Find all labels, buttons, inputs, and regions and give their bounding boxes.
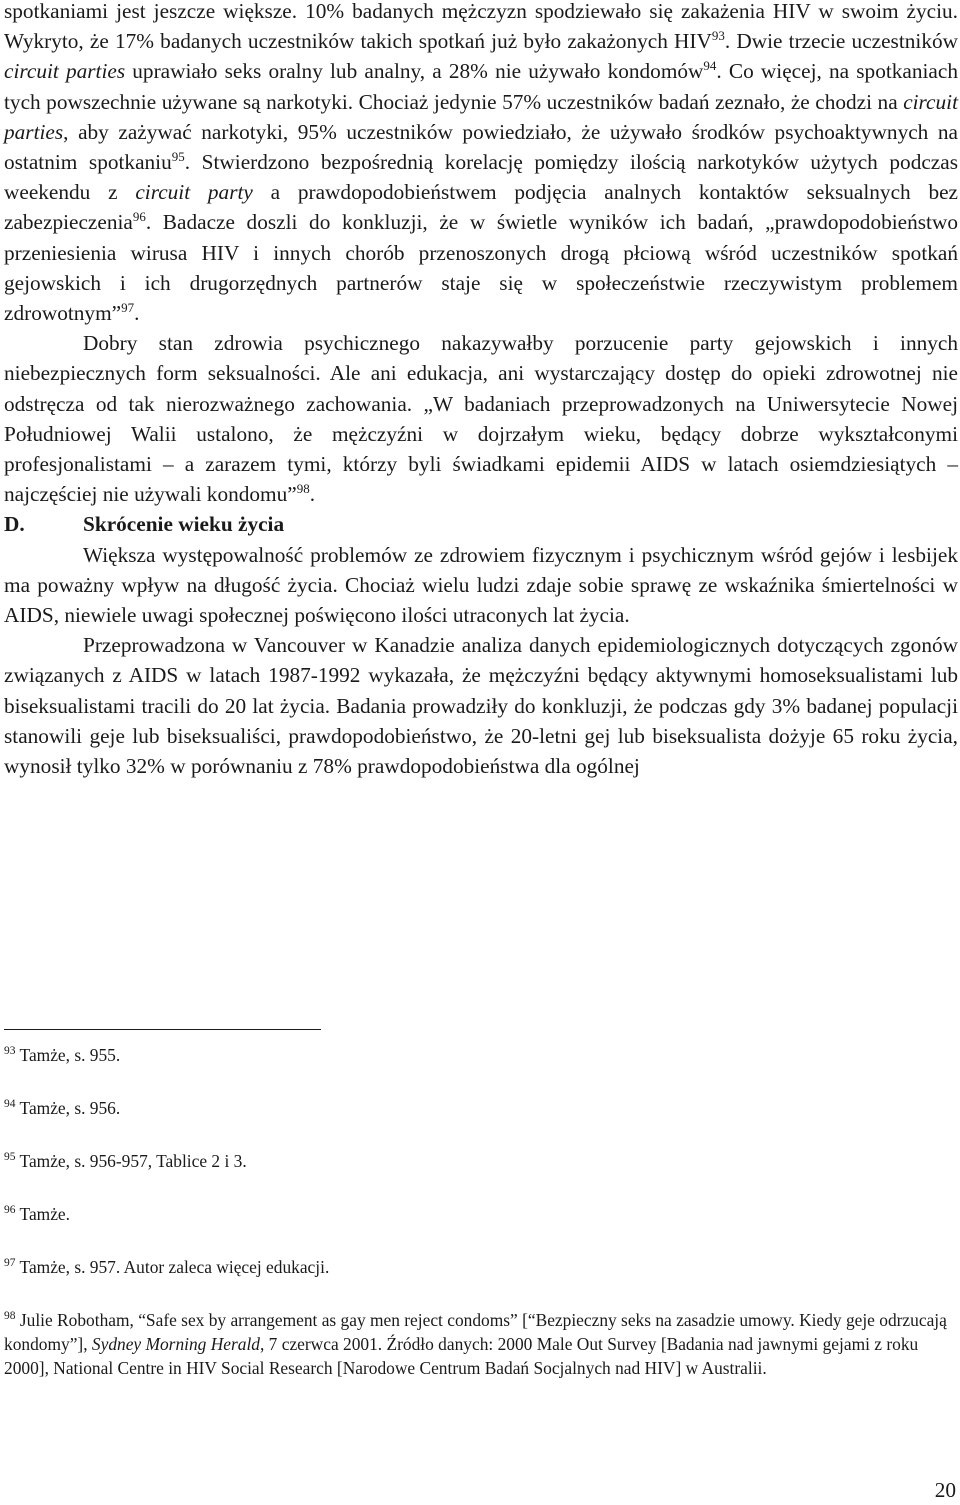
text-span: uprawiało seks oralny lub analny, a 28% nie używało kondomów <box>125 59 704 84</box>
footnote-separator <box>4 1029 321 1030</box>
footnote-93 <box>4 1043 958 1067</box>
footnote-number: 96 <box>4 1204 16 1216</box>
text-span: a prawdopodobieństwem podjęcia analnych kontaktów seksualnych bez zabezpieczenia <box>4 180 958 235</box>
footnote-ref-97[interactable]: 97 <box>121 300 135 316</box>
paragraph-1 <box>4 0 958 328</box>
footnote-text: Tamże, s. 955. <box>19 1045 121 1065</box>
footnote-text: Julie Robotham, “Safe sex by arrangement as gay men reject condoms” [“Bezpieczny seks na zasadzie umowy. Kiedy geje odrzucają kondomy”], <box>4 1310 947 1354</box>
footnote-number: 97 <box>4 1257 16 1269</box>
page-number: 20 <box>934 1478 956 1502</box>
footnote-ref-96[interactable]: 96 <box>132 209 146 225</box>
footnote-ref-98[interactable]: 98 <box>296 481 310 497</box>
footnote-text: Tamże, s. 957. Autor zaleca więcej edukacji. <box>19 1257 330 1277</box>
footnote-94 <box>4 1096 958 1120</box>
section-letter: D. <box>4 512 25 537</box>
footnote-95 <box>4 1149 958 1173</box>
journal-title: Sydney Morning Herald <box>91 1334 260 1354</box>
text-span: . Co więcej, na spotkaniach tych powszechnie używane są narkotyki. Chociaż jedynie 57% uczestników badań zeznało, że chodzi na <box>4 59 958 114</box>
paragraph-2 <box>4 328 958 509</box>
body-text <box>4 0 958 781</box>
text-span: spotkaniami jest jeszcze większe. 10% badanych mężczyzn spodziewało się zakażenia HIV w swoim życiu. Wykryto, że 17% badanych uczestników takich spotkań już było zakażonych HIV <box>4 0 958 54</box>
text-span: . Dwie trzecie uczestników <box>724 29 958 54</box>
footnote-ref-93[interactable]: 93 <box>711 28 725 44</box>
footnote-96 <box>4 1202 958 1226</box>
paragraph-4: Przeprowadzona w Vancouver w Kanadzie analiza danych epidemiologicznych dotyczących zgonów związanych z AIDS w latach 1987-1992 wykazała, że mężczyźni będący aktywnymi homoseksualistami lub biseksualistami tracili do 20 lat życia. Badania prowadziły do konkluzji, że podczas gdy 3% badanej populacji stanowili geje lub biseksualiści, prawdopodobieństwo, że 20-letni gej lub biseksualista dożyje 65 roku życia, wynosił tylko 32% w porównaniu z 78% prawdopodobieństwa dla ogólnej <box>4 633 958 779</box>
footnote-text: Tamże. <box>19 1204 70 1224</box>
footnote-number: 94 <box>4 1098 16 1110</box>
italic-term: circuit parties <box>4 59 126 84</box>
italic-term: circuit party <box>135 180 253 205</box>
footnote-98 <box>4 1308 958 1380</box>
text-span: Dobry stan zdrowia psychicznego nakazywałby porzucenie party gejowskich i innych niebezpiecznych form seksualności. Ale ani edukacja, ani wystarczający dostęp do opieki zdrowotnej nie odstręcza od tak nierozważnego zachowania. „W badaniach przeprowadzonych na Uniwersytecie Nowej Południowej Walii ustalono, że mężczyźni w dojrzałym wieku, będący dobrze wykształconymi profesjonalistami – a zarazem tymi, którzy byli świadkami epidemii AIDS w latach osiemdziesiątych – najczęściej nie używali kondomu” <box>4 331 958 507</box>
paragraph-3: Większa występowalność problemów ze zdrowiem fizycznym i psychicznym wśród gejów i lesbijek ma poważny wpływ na długość życia. Chociaż wielu ludzi zdaje sobie sprawę ze wskaźnika śmiertelności w AIDS, niewiele uwagi społecznej poświęcono ilości utraconych lat życia. <box>4 542 958 628</box>
footnote-text: , 7 czerwca 2001. Źródło danych: 2000 Male Out Survey [Badania nad jawnymi gejami z roku 2000], National Centre in HIV Social Research [Narodowe Centrum Badań Socjalnych nad HIV] w Australii. <box>4 1334 919 1378</box>
section-heading <box>4 509 958 539</box>
footnotes <box>4 1043 958 1380</box>
footnote-number: 98 <box>4 1310 16 1322</box>
text-span: . <box>134 301 140 326</box>
footnote-ref-95[interactable]: 95 <box>171 149 185 165</box>
footnote-text: Tamże, s. 956. <box>19 1098 121 1118</box>
footnote-text: Tamże, s. 956-957, Tablice 2 i 3. <box>19 1151 247 1171</box>
text-span: . Badacze doszli do konkluzji, że w świetle wyników ich badań, „prawdopodobieństwo przeniesienia wirusa HIV i innych chorób przenoszonych drogą płciową wśród uczestników spotkań gejowskich i ich drugorzędnych partnerów staje się w społeczeństwie rzeczywistym problemem zdrowotnym” <box>4 210 958 326</box>
footnote-97 <box>4 1255 958 1279</box>
text-span: . Stwierdzono bezpośrednią korelację pomiędzy ilością narkotyków użytych podczas weekendu z <box>4 150 958 205</box>
italic-term: circuit parties <box>4 89 958 144</box>
text-span: . <box>309 482 316 507</box>
footnote-ref-94[interactable]: 94 <box>703 58 717 74</box>
footnote-number: 95 <box>4 1151 16 1163</box>
text-span: , aby zażywać narkotyki, 95% uczestników powiedziało, że używało środków psychoaktywnych na ostatnim spotkaniu <box>4 119 958 175</box>
footnote-number: 93 <box>4 1045 16 1057</box>
section-title: Skrócenie wieku życia <box>83 512 285 537</box>
